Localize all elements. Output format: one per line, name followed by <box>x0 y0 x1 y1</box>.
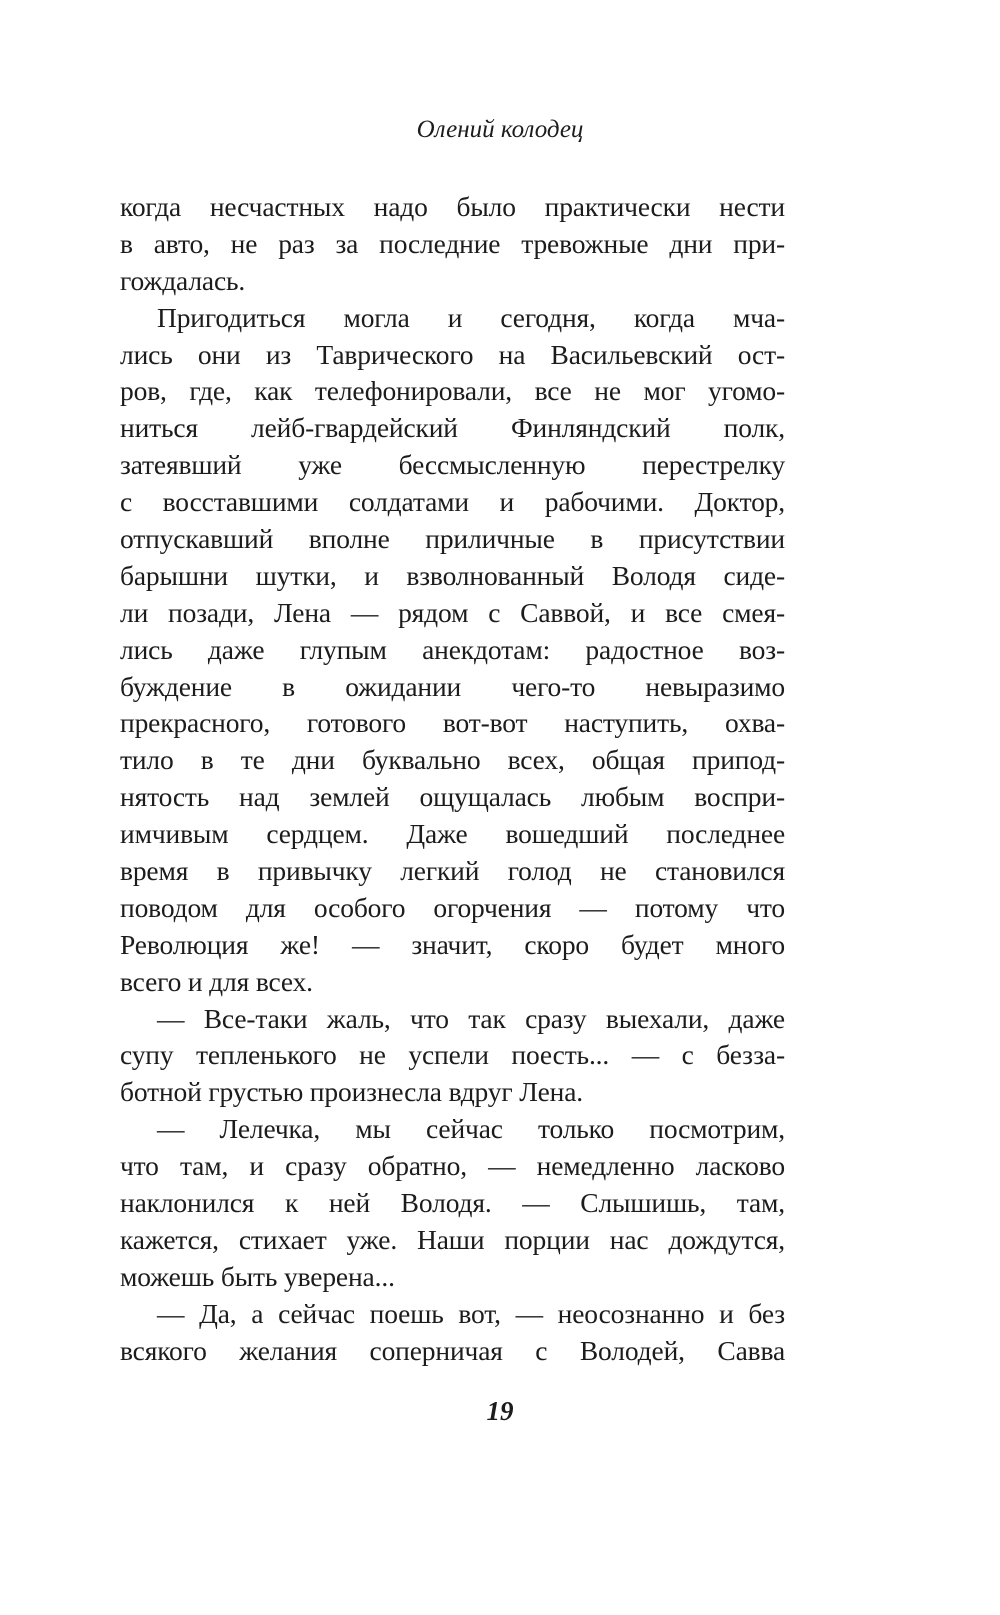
text-line: — Да, а сейчас поешь вот, — неосознанно и без <box>157 1297 785 1329</box>
text-line: Революция же! — значит, скоро будет много <box>120 928 785 960</box>
text-line: затеявший уже бессмысленную перестрелку <box>120 449 785 481</box>
text-line: тило в те дни буквально всех, общая припод- <box>120 744 785 776</box>
text-line: барышни шутки, и взволнованный Володя сиде- <box>120 559 785 591</box>
text-line: с восставшими солдатами и рабочими. Доктор, <box>120 486 785 518</box>
text-line: лись даже глупым анекдотам: радостное воз- <box>120 633 785 665</box>
text-line: отпускавший вполне приличные в присутствии <box>120 523 785 555</box>
body-text <box>120 189 785 1370</box>
paragraph <box>120 1111 785 1295</box>
text-line: нятость над землей ощущалась любым воспри- <box>120 781 785 813</box>
paragraph <box>120 300 785 1001</box>
text-line: ров, где, как телефонировали, все не мог угомо- <box>120 375 785 407</box>
paragraph <box>120 189 785 300</box>
paragraph <box>120 1001 785 1112</box>
text-line: ли позади, Лена — рядом с Саввой, и все смея- <box>120 596 785 628</box>
paragraph <box>120 1296 785 1370</box>
text-line: можешь быть уверена... <box>120 1260 395 1292</box>
text-line: супу тепленького не успели поесть... — с безза- <box>120 1039 785 1071</box>
text-line: кажется, стихает уже. Наши порции нас дождутся, <box>120 1223 785 1255</box>
text-line: имчивым сердцем. Даже вошедший последнее <box>120 818 785 850</box>
text-line: лись они из Таврического на Васильевский ост- <box>120 338 785 370</box>
text-line: гождалась. <box>120 264 246 296</box>
page-number: 19 <box>486 1396 514 1426</box>
text-line: в авто, не раз за последние тревожные дни при- <box>120 227 785 259</box>
text-line: время в привычку легкий голод не становился <box>120 855 785 887</box>
text-line: Пригодиться могла и сегодня, когда мча- <box>157 301 785 333</box>
text-line: поводом для особого огорчения — потому что <box>120 891 785 923</box>
running-title: Олений колодец <box>416 116 584 143</box>
text-line: ботной грустью произнесла вдруг Лена. <box>120 1076 583 1108</box>
text-line: всякого желания соперничая с Володей, Савва <box>120 1334 785 1366</box>
text-line: — Все-таки жаль, что так сразу выехали, даже <box>157 1002 785 1034</box>
text-line: буждение в ожидании чего-то невыразимо <box>120 670 785 702</box>
text-line: когда несчастных надо было практически нести <box>120 191 785 222</box>
text-line: ниться лейб-гвардейский Финляндский полк, <box>120 412 785 444</box>
text-line: что там, и сразу обратно, — немедленно ласково <box>120 1150 785 1182</box>
text-line: наклонился к ней Володя. — Слышишь, там, <box>120 1187 785 1219</box>
text-line: всего и для всех. <box>120 965 313 997</box>
text-line: прекрасного, готового вот-вот наступить, охва- <box>120 707 785 739</box>
text-line: — Лелечка, мы сейчас только посмотрим, <box>157 1113 785 1145</box>
